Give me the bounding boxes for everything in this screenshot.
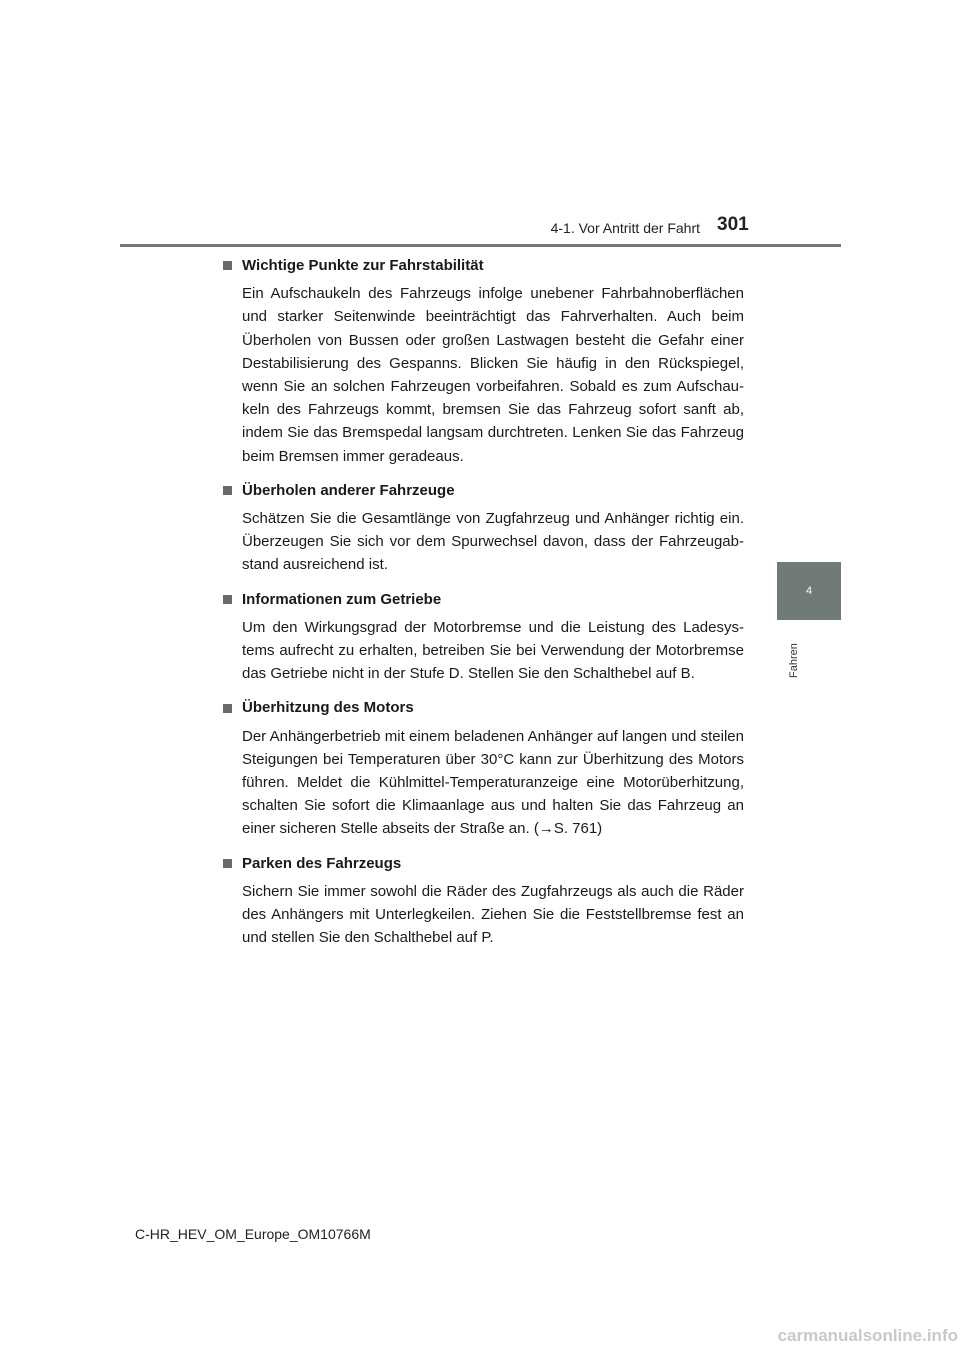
section-getriebe	[222, 588, 744, 686]
section-body: Um den Wirkungsgrad der Motorbremse und die Leistung des Ladesystems aufrecht zu erhalten, betreiben Sie bei Verwendung der Motorbremse das Getriebe nicht in der Stufe D. Stellen Sie den Schalthebel auf B.	[242, 618, 744, 683]
page-number: 301	[717, 214, 749, 235]
section-body: Der Anhängerbetrieb mit einem beladenen Anhänger auf langen und steilen Steigungen bei Temperaturen über 30°C kann zur Überhitzung des Motors führen. Meldet die Kühlmittel-Temperaturanzeige eine Motorüberhitzung, schalten Sie sofort die Klimaanlage aus und halten Sie das Fahrzeug an einer sicheren Stelle abseits der Straße an. (→S. 761)	[242, 727, 744, 838]
section-body: Schätzen Sie die Gesamtlänge von Zugfahrzeug und Anhänger richtig ein. Überzeugen Sie sich vor dem Spurwechsel davon, dass der Fahrzeugabstand ausreichend ist.	[242, 510, 744, 574]
section-heading	[222, 696, 744, 719]
section-body: Ein Aufschaukeln des Fahrzeugs infolge unebener Fahrbahnoberflächen und starker Seitenwinde beeinträchtigt das Fahrverhalten. Auch beim Überholen von Bussen oder großen Lastwagen besteht die Gefahr einer Destabilisierung des Gespanns. Blicken Sie häufig in den Rückspiegel, wenn Sie an solchen Fahrzeugen vorbeifahren. Sobald es zum Aufschaukeln des Fahrzeugs kommt, bremsen Sie das Fahrzeug sofort sanft ab, indem Sie das Bremspedal langsam durchtreten. Lenken Sie das Fahrzeug beim Bremsen immer geradeaus.	[242, 285, 744, 465]
footer-document-id: C-HR_HEV_OM_Europe_OM10766M	[135, 1226, 371, 1242]
square-bullet-icon	[223, 859, 232, 868]
square-bullet-icon	[223, 261, 232, 270]
section-heading-text: Überholen anderer Fahrzeuge	[242, 481, 455, 499]
section-heading	[222, 479, 744, 502]
section-heading-text: Informationen zum Getriebe	[242, 590, 442, 608]
chapter-tab	[777, 562, 841, 620]
section-parken	[222, 852, 744, 950]
section-heading	[222, 852, 744, 875]
chapter-number: 4	[805, 585, 813, 597]
square-bullet-icon	[223, 486, 232, 495]
section-heading	[222, 254, 744, 277]
chapter-label: Fahren	[788, 643, 800, 678]
square-bullet-icon	[223, 704, 232, 713]
section-heading-text: Überhitzung des Motors	[242, 699, 414, 717]
section-ueberhitzung	[222, 696, 744, 840]
section-ueberholen	[222, 479, 744, 577]
section-heading-text: Wichtige Punkte zur Fahrstabilität	[242, 257, 484, 274]
section-heading-text: Parken des Fahrzeugs	[242, 854, 402, 872]
header-rule	[120, 244, 841, 247]
section-heading	[222, 588, 744, 611]
section-fahrstabilitaet	[222, 254, 744, 468]
section-body: Sichern Sie immer sowohl die Räder des Zugfahrzeugs als auch die Räder des Anhängers mit Unterlegkeilen. Ziehen Sie die Feststellbremse fest an und stellen Sie den Schalthebel auf P.	[242, 882, 744, 947]
running-header-section: 4-1. Vor Antritt der Fahrt	[550, 220, 700, 236]
main-content	[222, 254, 744, 960]
watermark-text: carmanualsonline.info	[777, 1326, 958, 1345]
square-bullet-icon	[223, 595, 232, 604]
